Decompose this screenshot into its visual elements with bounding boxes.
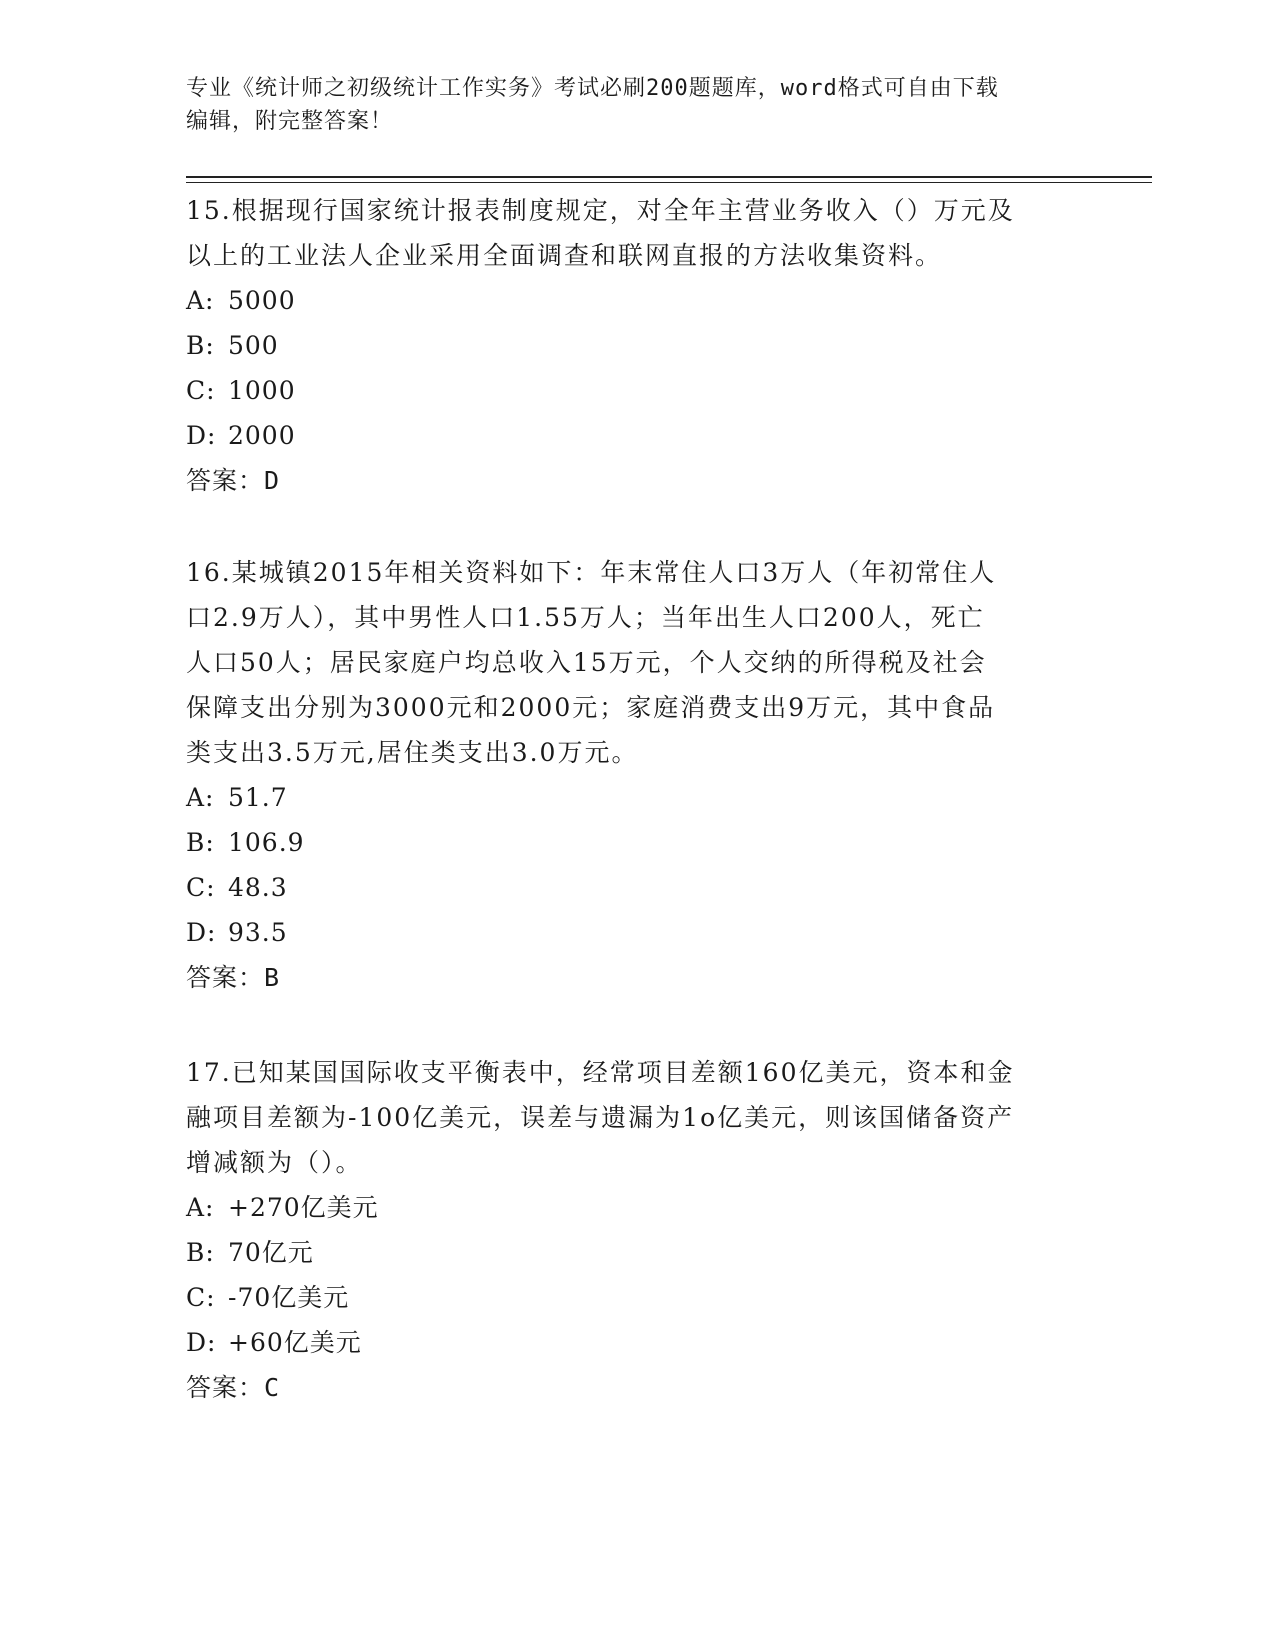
option-letter: A: bbox=[186, 783, 215, 812]
option-value: 48.3 bbox=[228, 873, 288, 902]
option-value: -70亿美元 bbox=[228, 1283, 350, 1312]
option-c bbox=[186, 865, 1086, 910]
option-b bbox=[186, 1230, 1086, 1275]
option-letter: C: bbox=[186, 873, 216, 902]
option-letter: A: bbox=[186, 1193, 215, 1222]
question-text-line: 15.根据现行国家统计报表制度规定，对全年主营业务收入（）万元及 bbox=[186, 196, 1015, 225]
option-a bbox=[186, 278, 1086, 323]
option-d bbox=[186, 413, 1086, 458]
header-line-1: 专业《统计师之初级统计工作实务》考试必刷200题题库，word格式可自由下载 bbox=[186, 76, 999, 101]
option-d bbox=[186, 1320, 1086, 1365]
option-letter: D: bbox=[186, 421, 217, 450]
question-text-line: 人口50人；居民家庭户均总收入15万元，个人交纳的所得税及社会 bbox=[186, 648, 987, 677]
option-letter: B: bbox=[186, 828, 215, 857]
option-value: +60亿美元 bbox=[228, 1328, 362, 1357]
option-a bbox=[186, 775, 1086, 820]
question-15 bbox=[186, 188, 1086, 503]
header-divider-thick bbox=[186, 176, 1152, 178]
option-value: 2000 bbox=[228, 421, 296, 450]
question-text-line: 保障支出分别为3000元和2000元；家庭消费支出9万元，其中食品 bbox=[186, 693, 996, 722]
answer-line: 答案：D bbox=[186, 466, 281, 495]
question-text-line: 口2.9万人），其中男性人口1.55万人；当年出生人口200人，死亡 bbox=[186, 603, 985, 632]
option-b bbox=[186, 820, 1086, 865]
option-value: +270亿美元 bbox=[228, 1193, 379, 1222]
header-divider-thin bbox=[186, 182, 1152, 183]
option-c bbox=[186, 368, 1086, 413]
option-letter: B: bbox=[186, 1238, 215, 1267]
option-letter: C: bbox=[186, 376, 216, 405]
question-text-line: 以上的工业法人企业采用全面调查和联网直报的方法收集资料。 bbox=[186, 241, 943, 270]
option-value: 106.9 bbox=[228, 828, 305, 857]
header-line-2: 编辑，附完整答案！ bbox=[186, 109, 394, 134]
question-text-line: 融项目差额为-100亿美元，误差与遗漏为1o亿美元，则该国储备资产 bbox=[186, 1103, 1015, 1132]
option-b bbox=[186, 323, 1086, 368]
option-letter: D: bbox=[186, 918, 217, 947]
option-value: 500 bbox=[228, 331, 279, 360]
option-d bbox=[186, 910, 1086, 955]
option-value: 1000 bbox=[228, 376, 296, 405]
answer-line: 答案：B bbox=[186, 963, 281, 992]
option-letter: A: bbox=[186, 286, 215, 315]
question-text-line: 增减额为（）。 bbox=[186, 1148, 363, 1177]
option-value: 5000 bbox=[228, 286, 296, 315]
answer-line: 答案：C bbox=[186, 1373, 281, 1402]
question-text-line: 类支出3.5万元,居住类支出3.0万元。 bbox=[186, 738, 639, 767]
option-a bbox=[186, 1185, 1086, 1230]
question-text-line: 17.已知某国国际收支平衡表中，经常项目差额160亿美元，资本和金 bbox=[186, 1058, 1015, 1087]
question-text-line: 16.某城镇2015年相关资料如下：年末常住人口3万人（年初常住人 bbox=[186, 558, 997, 587]
option-letter: D: bbox=[186, 1328, 217, 1357]
option-value: 93.5 bbox=[228, 918, 288, 947]
option-letter: C: bbox=[186, 1283, 216, 1312]
option-letter: B: bbox=[186, 331, 215, 360]
question-17 bbox=[186, 1050, 1086, 1410]
option-c bbox=[186, 1275, 1086, 1320]
option-value: 70亿元 bbox=[228, 1238, 314, 1267]
question-16 bbox=[186, 550, 1086, 1000]
document-header bbox=[186, 72, 1066, 138]
option-value: 51.7 bbox=[228, 783, 288, 812]
